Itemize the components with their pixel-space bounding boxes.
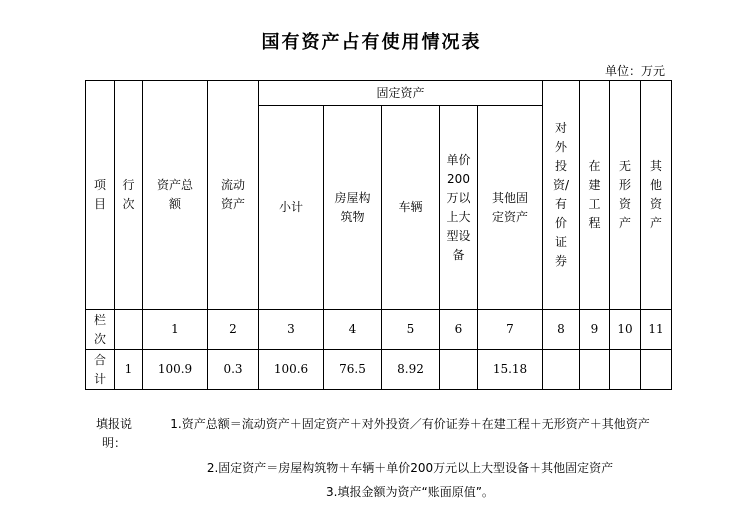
column-number: 1 — [143, 310, 208, 350]
note-item-3: 3.填报金额为资产“账面原值”。 — [326, 485, 494, 499]
header-buildings: 房屋构筑物 — [324, 106, 382, 310]
note-item-1: 1.资产总额＝流动资产＋固定资产＋对外投资／有价证券＋在建工程＋无形资产＋其他资产 — [170, 417, 650, 431]
header-subtotal: 小计 — [259, 106, 324, 310]
other-assets-value — [641, 350, 672, 390]
total-row-label: 合计 — [86, 350, 115, 390]
column-number-row — [86, 310, 672, 350]
header-large-equipment: 单价200万以上大型设备 — [440, 106, 478, 310]
header-item: 项目 — [86, 81, 115, 310]
header-total-assets: 资产总额 — [143, 81, 208, 310]
header-row-no: 行次 — [115, 81, 143, 310]
fixed-subtotal-value: 100.6 — [259, 350, 324, 390]
column-number: 8 — [543, 310, 580, 350]
header-fixed-assets: 固定资产 — [259, 81, 543, 106]
vehicles-value: 8.92 — [382, 350, 440, 390]
column-number-label: 栏次 — [86, 310, 115, 350]
total-row — [86, 350, 672, 390]
header-intangible: 无形资产 — [610, 81, 641, 310]
large-equipment-value — [440, 350, 478, 390]
report-title: 国有资产占有使用情况表 — [261, 32, 482, 53]
total-row-number: 1 — [115, 350, 143, 390]
other-fixed-value: 15.18 — [478, 350, 543, 390]
unit-label: 单位：万元 — [604, 64, 665, 78]
header-other-fixed: 其他固定资产 — [478, 106, 543, 310]
column-number-blank — [115, 310, 143, 350]
total-assets-value: 100.9 — [143, 350, 208, 390]
column-number: 7 — [478, 310, 543, 350]
column-number: 9 — [580, 310, 610, 350]
notes-label: 填报说明： — [95, 417, 132, 450]
column-number: 11 — [641, 310, 672, 350]
construction-value — [580, 350, 610, 390]
intangible-value — [610, 350, 641, 390]
header-other-assets: 其他资产 — [641, 81, 672, 310]
current-assets-value: 0.3 — [208, 350, 259, 390]
column-number: 4 — [324, 310, 382, 350]
column-number: 5 — [382, 310, 440, 350]
asset-table — [85, 80, 672, 390]
column-number: 2 — [208, 310, 259, 350]
header-investments: 对外投资/有价证券 — [543, 81, 580, 310]
buildings-value: 76.5 — [324, 350, 382, 390]
header-construction: 在建工程 — [580, 81, 610, 310]
note-item-2: 2.固定资产＝房屋构筑物＋车辆＋单价200万元以上大型设备＋其他固定资产 — [206, 461, 614, 475]
column-number: 10 — [610, 310, 641, 350]
header-current-assets: 流动资产 — [208, 81, 259, 310]
investments-value — [543, 350, 580, 390]
header-vehicles: 车辆 — [382, 106, 440, 310]
column-number: 3 — [259, 310, 324, 350]
column-number: 6 — [440, 310, 478, 350]
